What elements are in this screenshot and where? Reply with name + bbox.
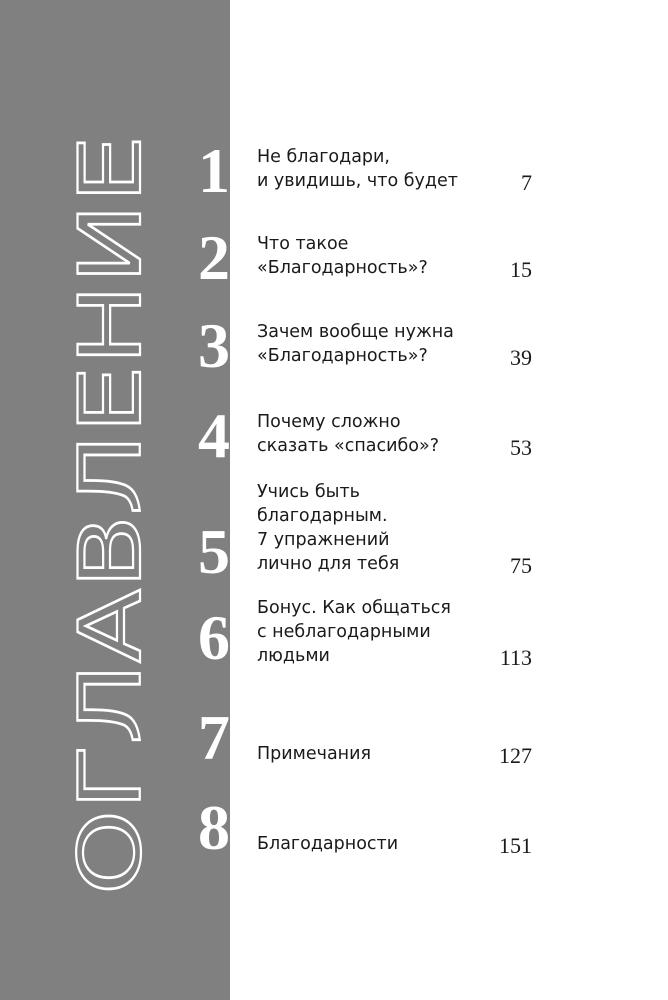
page-number: 151	[499, 833, 532, 858]
chapter-number: 4	[198, 410, 230, 471]
page-number: 127	[499, 743, 532, 768]
chapter-number: 5	[198, 516, 230, 587]
entry-title: Зачем вообще нужна «Благодарность»?	[257, 322, 454, 366]
toc-entry[interactable]	[0, 596, 668, 716]
entry-title: Бонус. Как общаться с неблагодарными людьми	[257, 598, 451, 666]
heading-text: ОГЛАВЛЕНИЕ	[61, 290, 161, 895]
chapter-number: 7	[198, 706, 230, 773]
page-number: 53	[510, 435, 532, 460]
entry-title: Не благодари, и увидишь, что будет	[257, 147, 458, 191]
entry-title: Примечания	[257, 744, 372, 764]
page-number: 39	[510, 345, 532, 370]
toc-entry[interactable]	[0, 796, 668, 916]
chapter-number: 6	[198, 602, 230, 673]
chapter-number: 1	[198, 145, 230, 206]
chapter-number: 8	[198, 796, 230, 863]
entry-title: Что такое «Благодарность»?	[257, 234, 428, 278]
chapter-number: 3	[198, 320, 230, 381]
page-number: 75	[510, 553, 532, 578]
page-number: 7	[521, 170, 532, 195]
chapter-number: 2	[198, 232, 230, 293]
toc-entry[interactable]	[0, 480, 668, 600]
entry-title: Учись быть благодарным. 7 упражнений лично для тебя	[257, 482, 400, 574]
page-number: 15	[510, 257, 532, 282]
entry-title: Благодарности	[257, 834, 399, 854]
entry-title: Почему сложно сказать «спасибо»?	[257, 412, 439, 456]
page-number: 113	[499, 645, 532, 670]
